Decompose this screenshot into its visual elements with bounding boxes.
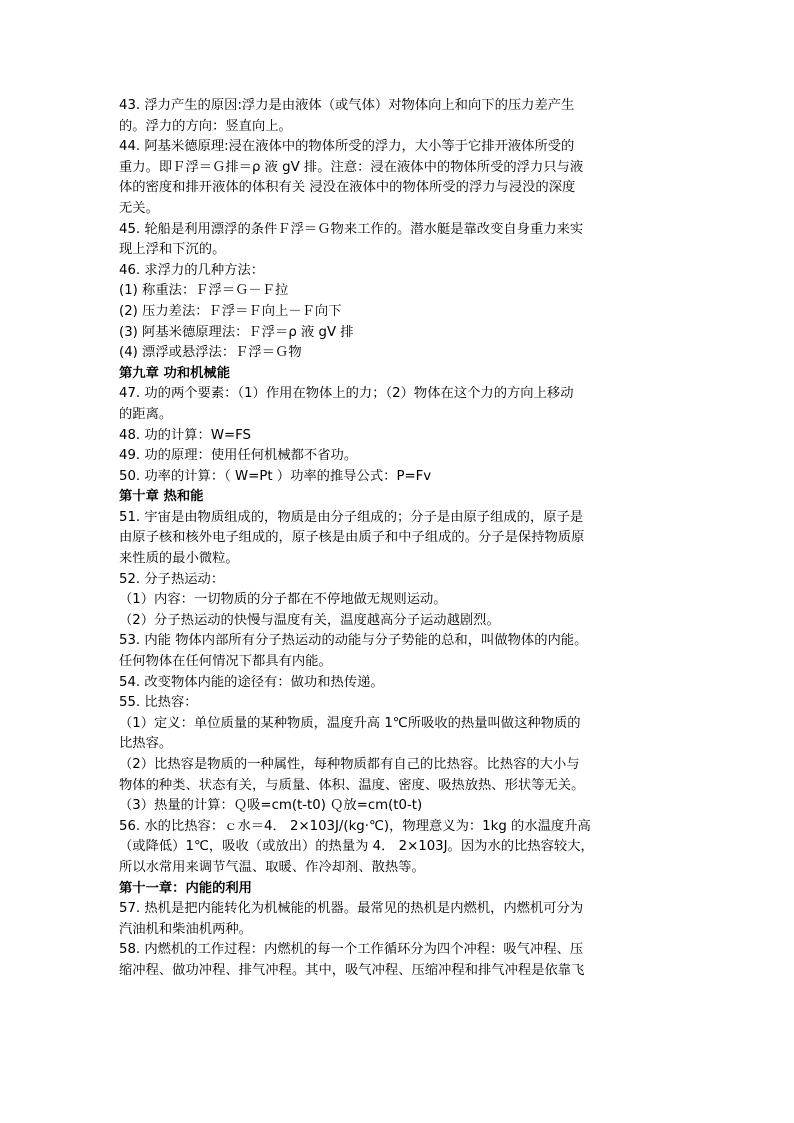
text-line: （或降低）1℃，吸收（或放出）的热量为 4． 2×103J。因为水的比热容较大，	[119, 839, 594, 855]
text-line: (1) 称重法：Ｆ浮＝Ｇ－Ｆ拉	[119, 283, 289, 299]
text-line: 比热容。	[119, 736, 173, 752]
chapter-heading: 第九章 功和机械能	[119, 365, 231, 381]
text-line: 所以水常用来调节气温、取暖、作冷却剂、散热等。	[119, 859, 425, 875]
text-line: 的距离。	[119, 406, 173, 422]
text-line: （2）分子热运动的快慢与温度有关，温度越高分子运动越剧烈。	[119, 612, 500, 628]
text-line: 体的密度和排开液体的体积有关 浸没在液体中的物体所受的浮力与浸没的深度	[119, 180, 576, 196]
text-line: 的。浮力的方向：竖直向上。	[119, 118, 292, 134]
text-line: 46. 求浮力的几种方法：	[119, 262, 265, 278]
text-line: 现上浮和下沉的。	[119, 242, 226, 258]
text-line: （1）定义：单位质量的某种物质，温度升高 1℃所吸收的热量叫做这种物质的	[119, 715, 581, 731]
text-line: 45. 轮船是利用漂浮的条件Ｆ浮＝Ｇ物来工作的。潜水艇是靠改变自身重力来实	[119, 221, 584, 237]
chapter-heading: 第十一章：内能的利用	[119, 880, 252, 896]
text-line: 汽油机和柴油机两种。	[119, 921, 252, 937]
text-line: 51. 宇宙是由物质组成的，物质是由分子组成的；分子是由原子组成的，原子是	[119, 509, 584, 525]
text-line: 由原子核和核外电子组成的，原子核是由质子和中子组成的。分子是保持物质原	[119, 530, 585, 546]
text-line: （3）热量的计算：Ｑ吸=cm(t-t0) Ｑ放=cm(t0-t)	[119, 798, 423, 814]
text-line: 57. 热机是把内能转化为机械能的机器。最常见的热机是内燃机，内燃机可分为	[119, 901, 584, 917]
text-line: 48. 功的计算：W=FS	[119, 427, 252, 443]
text-line: 50. 功率的计算：（ W=Pt ）功率的推导公式：P=Fv	[119, 468, 432, 484]
text-line: 无关。	[119, 200, 159, 216]
text-line: （1）内容：一切物质的分子都在不停地做无规则运动。	[119, 592, 447, 608]
text-line: 来性质的最小微粒。	[119, 551, 239, 567]
text-line: 58. 内燃机的工作过程：内燃机的每一个工作循环分为四个冲程：吸气冲程、压	[119, 942, 584, 958]
text-line: 缩冲程、做功冲程、排气冲程。其中，吸气冲程、压缩冲程和排气冲程是依靠飞	[119, 962, 585, 978]
text-line: 任何物体在任何情况下都具有内能。	[119, 654, 332, 670]
text-line: 44. 阿基米德原理:浸在液体中的物体所受的浮力，大小等于它排开液体所受的	[119, 139, 575, 155]
text-line: 55. 比热容：	[119, 695, 198, 711]
text-line: （2）比热容是物质的一种属性，每种物质都有自己的比热容。比热容的大小与	[119, 757, 580, 772]
text-line: 53. 内能 物体内部所有分子热运动的动能与分子势能的总和，叫做物体的内能。	[119, 633, 588, 649]
text-line: 52. 分子热运动：	[119, 571, 225, 587]
text-line: (2) 压力差法：Ｆ浮＝Ｆ向上－Ｆ向下	[119, 303, 342, 319]
text-line: (3) 阿基米德原理法：Ｆ浮＝ρ 液 gV 排	[119, 324, 354, 340]
text-line: 43. 浮力产生的原因:浮力是由液体（或气体）对物体向上和向下的压力差产生	[119, 98, 575, 113]
text-line: 54. 改变物体内能的途径有：做功和热传递。	[119, 674, 384, 690]
text-line: 物体的种类、状态有关，与质量、体积、温度、密度、吸热放热、形状等无关。	[119, 777, 585, 793]
document-page	[119, 96, 679, 982]
text-line: 重力。即Ｆ浮＝Ｇ排＝ρ 液 gV 排。注意：浸在液体中的物体所受的浮力只与液	[119, 159, 584, 175]
chapter-heading: 第十章 热和能	[119, 489, 204, 505]
text-line: 49. 功的原理：使用任何机械都不省功。	[119, 448, 358, 464]
text-line: (4) 漂浮或悬浮法：Ｆ浮＝Ｇ物	[119, 345, 302, 361]
text-line: 56. 水的比热容：ｃ水＝4． 2×103J/(kg·℃)，物理意义为：1kg 的水温度升高	[119, 818, 591, 834]
text-line: 47. 功的两个要素：（1）作用在物体上的力；（2）物体在这个力的方向上移动	[119, 386, 574, 402]
